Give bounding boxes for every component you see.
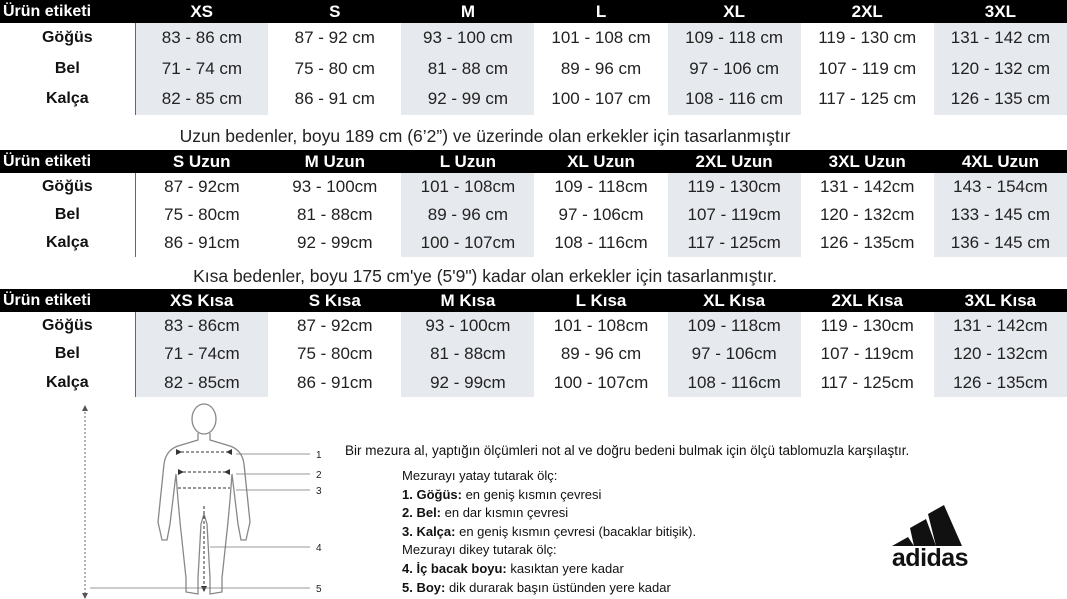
- row-label: Göğüs: [0, 312, 135, 340]
- header-size: M Kısa: [401, 289, 534, 312]
- instruction-item: [402, 579, 696, 598]
- table-cell: 126 - 135cm: [934, 369, 1067, 397]
- table-cell: 101 - 108cm: [401, 173, 534, 201]
- table-cell: 100 - 107cm: [401, 229, 534, 257]
- header-size: S Kısa: [268, 289, 401, 312]
- table-cell: 82 - 85cm: [135, 369, 268, 397]
- horizontal-heading: Mezurayı yatay tutarak ölç:: [402, 468, 558, 483]
- table-row-hip: [0, 229, 1067, 257]
- size-table-short: [0, 289, 1067, 397]
- row-label: Kalça: [0, 229, 135, 257]
- table-cell: 82 - 85 cm: [135, 84, 268, 115]
- table-cell: 92 - 99 cm: [401, 84, 534, 115]
- table-cell: 71 - 74cm: [135, 340, 268, 368]
- header-size: M Uzun: [268, 150, 401, 173]
- short-sizes-note: Kısa bedenler, boyu 175 cm'ye (5'9") kadar olan erkekler için tasarlanmıştır.: [193, 266, 777, 286]
- header-size: 2XL Uzun: [668, 150, 801, 173]
- table-row-waist: [0, 201, 1067, 229]
- table-cell: 75 - 80 cm: [294, 58, 375, 78]
- size-table-tall: [0, 150, 1067, 257]
- header-label: Ürün etiketi: [0, 289, 135, 312]
- table-cell: 89 - 96 cm: [401, 201, 534, 229]
- table-cell: 92 - 99cm: [296, 233, 373, 252]
- human-silhouette-icon: [70, 402, 340, 599]
- table-cell: 86 - 91cm: [164, 233, 240, 252]
- table-cell: 92 - 99cm: [401, 369, 534, 397]
- instruction-text: en geniş kısmın çevresi: [461, 486, 602, 502]
- table-cell: 100 - 107cm: [553, 372, 649, 392]
- table-header-row: [0, 0, 1067, 23]
- row-label: Bel: [0, 340, 135, 368]
- table-cell: 97 - 106 cm: [668, 54, 801, 85]
- tall-sizes-note: Uzun bedenler, boyu 189 cm (6’2”) ve üzerinde olan erkekler için tasarlanmıştır: [179, 126, 791, 146]
- header-size: XL Kısa: [668, 289, 801, 312]
- table-cell: 107 - 119cm: [820, 344, 914, 364]
- brand-name: adidas: [891, 544, 969, 572]
- measure-instructions: [402, 467, 696, 597]
- table-cell: 100 - 107 cm: [551, 89, 651, 109]
- body-measurement-figure: [70, 402, 340, 599]
- table-cell: 86 - 91cm: [296, 372, 373, 392]
- table-row-chest: [0, 312, 1067, 340]
- header-size: 3XL Uzun: [801, 150, 934, 173]
- adidas-logo: [878, 504, 988, 572]
- header-size: 2XL Kısa: [801, 289, 934, 312]
- header-size: XS Kısa: [135, 289, 268, 312]
- table-cell: 120 - 132 cm: [934, 54, 1067, 85]
- table-cell: 119 - 130cm: [668, 173, 801, 201]
- instruction-text: kasıktan yere kadar: [506, 560, 624, 576]
- marker-label: 2: [316, 470, 322, 481]
- instruction-label: 4. İç bacak boyu:: [402, 560, 507, 576]
- table-cell: 75 - 80cm: [164, 205, 240, 224]
- instruction-label: 2. Bel:: [402, 505, 442, 521]
- table-row-hip: [0, 84, 1067, 115]
- header-label: Ürün etiketi: [0, 150, 135, 173]
- table-cell: 93 - 100 cm: [401, 23, 534, 54]
- row-label: Bel: [0, 201, 135, 229]
- table-cell: 119 - 130 cm: [818, 28, 917, 48]
- table-cell: 75 - 80cm: [296, 344, 373, 364]
- table-cell: 131 - 142cm: [819, 177, 915, 196]
- instruction-item: [402, 560, 696, 579]
- header-size: XL Uzun: [534, 150, 667, 173]
- table-header-row: [0, 289, 1067, 312]
- header-size: L: [534, 0, 667, 23]
- table-cell: 117 - 125 cm: [818, 89, 917, 109]
- row-label: Kalça: [0, 84, 135, 115]
- instruction-item: [402, 504, 696, 523]
- table-row-hip: [0, 369, 1067, 397]
- header-size: S Uzun: [135, 150, 268, 173]
- table-cell: 101 - 108cm: [553, 316, 649, 336]
- header-size: 4XL Uzun: [934, 150, 1067, 173]
- table-cell: 143 - 154cm: [934, 173, 1067, 201]
- marker-label: 1: [316, 450, 322, 461]
- table-cell: 81 - 88cm: [296, 205, 373, 224]
- instruction-text: en dar kısmın çevresi: [441, 505, 569, 521]
- row-label: Göğüs: [0, 23, 135, 54]
- header-size: L Kısa: [534, 289, 667, 312]
- table-cell: 117 - 125cm: [668, 229, 801, 257]
- table-cell: 126 - 135 cm: [934, 84, 1067, 115]
- instruction-label: 1. Göğüs:: [402, 486, 462, 502]
- table-row-chest: [0, 23, 1067, 54]
- table-cell: 101 - 108 cm: [551, 28, 651, 48]
- table-cell: 97 - 106cm: [558, 205, 644, 224]
- table-cell: 93 - 100cm: [401, 312, 534, 340]
- table-cell: 126 - 135cm: [819, 233, 915, 252]
- table-row-chest: [0, 173, 1067, 201]
- table-cell: 86 - 91 cm: [294, 89, 375, 109]
- table-cell: 131 - 142 cm: [934, 23, 1067, 54]
- row-label: Kalça: [0, 369, 135, 397]
- row-label: Bel: [0, 54, 135, 85]
- table-cell: 87 - 92cm: [296, 316, 373, 336]
- table-row-waist: [0, 340, 1067, 368]
- instruction-label: 5. Boy:: [402, 579, 446, 595]
- marker-label: 4: [316, 543, 322, 554]
- header-size: XL: [668, 0, 801, 23]
- table-cell: 109 - 118cm: [554, 177, 648, 196]
- table-cell: 97 - 106cm: [668, 340, 801, 368]
- table-cell: 120 - 132cm: [934, 340, 1067, 368]
- table-cell: 108 - 116cm: [554, 233, 648, 252]
- table-cell: 83 - 86cm: [135, 312, 268, 340]
- instruction-text: en geniş kısmın çevresi (bacaklar bitişik).: [455, 523, 697, 539]
- table-cell: 120 - 132cm: [819, 205, 915, 224]
- table-cell: 81 - 88cm: [401, 340, 534, 368]
- table-cell: 133 - 145 cm: [934, 201, 1067, 229]
- table-cell: 136 - 145 cm: [934, 229, 1067, 257]
- vertical-heading: Mezurayı dikey tutarak ölç:: [402, 542, 557, 558]
- table-cell: 89 - 96 cm: [560, 58, 642, 78]
- table-cell: 109 - 118 cm: [668, 23, 801, 54]
- table-cell: 87 - 92 cm: [294, 28, 375, 48]
- instruction-item: [402, 486, 696, 505]
- size-table-regular: [0, 0, 1067, 115]
- header-size: M: [401, 0, 534, 23]
- table-cell: 109 - 118cm: [668, 312, 801, 340]
- table-cell: 83 - 86 cm: [135, 23, 268, 54]
- header-size: 3XL: [934, 0, 1067, 23]
- header-size: L Uzun: [401, 150, 534, 173]
- table-row-waist: [0, 54, 1067, 85]
- table-cell: 71 - 74 cm: [135, 54, 268, 85]
- table-cell: 89 - 96 cm: [560, 344, 642, 364]
- table-cell: 117 - 125cm: [820, 372, 914, 392]
- header-size: 3XL Kısa: [934, 289, 1067, 312]
- row-label: Göğüs: [0, 173, 135, 201]
- header-size: 2XL: [801, 0, 934, 23]
- measure-intro-text: Bir mezura al, yaptığın ölçümleri not al ve doğru bedeni bulmak için ölçü tablomuzla karşılaştır.: [345, 443, 910, 458]
- table-cell: 108 - 116cm: [668, 369, 801, 397]
- header-label: Ürün etiketi: [0, 0, 135, 23]
- table-cell: 108 - 116 cm: [668, 84, 801, 115]
- table-cell: 119 - 130cm: [820, 316, 914, 336]
- instruction-text: dik durarak başın üstünden yere kadar: [445, 579, 671, 595]
- table-header-row: [0, 150, 1067, 173]
- table-cell: 107 - 119 cm: [818, 58, 917, 78]
- table-cell: 93 - 100cm: [292, 177, 378, 196]
- table-cell: 131 - 142cm: [934, 312, 1067, 340]
- adidas-performance-icon: [878, 504, 988, 572]
- table-cell: 81 - 88 cm: [401, 54, 534, 85]
- header-size: S: [268, 0, 401, 23]
- marker-label: 5: [316, 584, 322, 595]
- table-cell: 107 - 119cm: [668, 201, 801, 229]
- instruction-item: [402, 523, 696, 542]
- table-cell: 87 - 92cm: [164, 177, 240, 196]
- marker-label: 3: [316, 486, 322, 497]
- instruction-label: 3. Kalça:: [402, 523, 456, 539]
- header-size: XS: [135, 0, 268, 23]
